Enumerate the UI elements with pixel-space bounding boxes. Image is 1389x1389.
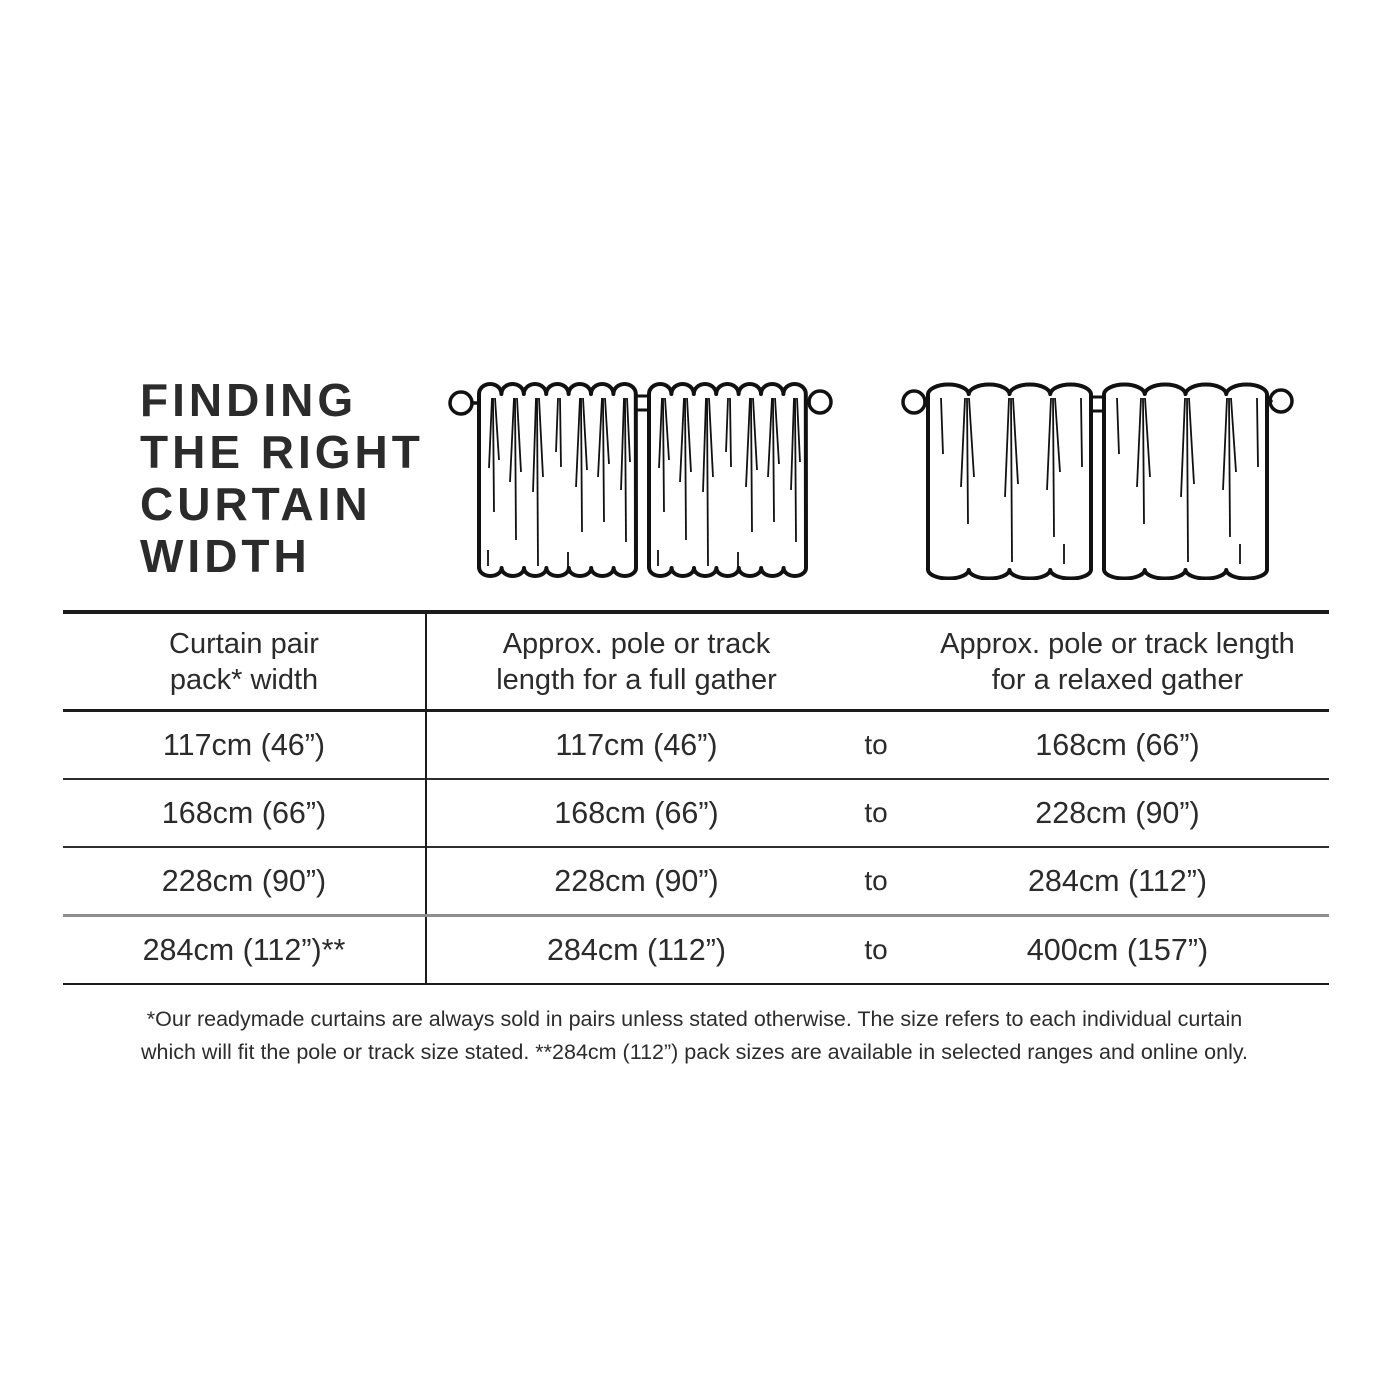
curtain-panel bbox=[928, 384, 1091, 578]
cell-full-gather: 117cm (46”) bbox=[555, 727, 718, 762]
size-table bbox=[63, 610, 1329, 985]
cell-to: to bbox=[864, 797, 888, 828]
table-row bbox=[63, 711, 1329, 780]
table-row bbox=[63, 847, 1329, 916]
curtain-rod-finial-left-icon bbox=[903, 391, 930, 413]
curtain-rod-finial-left-icon bbox=[450, 392, 479, 414]
cell-pack-width: 117cm (46”) bbox=[63, 711, 426, 780]
footnote-line: *Our readymade curtains are always sold in pairs unless stated otherwise. The size refers to each individual curtain bbox=[146, 1007, 1243, 1031]
table-row bbox=[63, 916, 1329, 985]
col-header-pack-width: Curtain pair pack* width bbox=[63, 612, 426, 711]
cell-pack-width: 228cm (90”) bbox=[63, 847, 426, 916]
cell-pack-width: 168cm (66”) bbox=[63, 779, 426, 847]
relaxed-gather-curtain-illustration bbox=[901, 372, 1295, 580]
footnote bbox=[0, 1003, 1389, 1069]
full-gather-curtain-illustration bbox=[448, 372, 834, 580]
col-header-spacer bbox=[846, 612, 906, 711]
cell-to: to bbox=[864, 865, 888, 896]
cell-full-gather: 284cm (112”) bbox=[546, 932, 727, 967]
cell-pack-width: 284cm (112”)** bbox=[63, 916, 426, 985]
table-row bbox=[63, 779, 1329, 847]
cell-relaxed-gather: 168cm (66”) bbox=[1035, 727, 1200, 762]
cell-relaxed-gather: 228cm (90”) bbox=[1035, 795, 1200, 830]
cell-relaxed-gather: 400cm (157”) bbox=[1026, 932, 1209, 967]
col-header-relaxed-gather: Approx. pole or track length for a relaxed gather bbox=[940, 627, 1295, 696]
col-header-full-gather: Approx. pole or track length for a full gather bbox=[496, 627, 777, 696]
cell-to: to bbox=[864, 729, 888, 760]
curtain-rod-finial-right-icon bbox=[1267, 390, 1292, 412]
page-title: FINDING THE RIGHT CURTAIN WIDTH bbox=[140, 374, 424, 582]
table-header-row bbox=[63, 612, 1329, 711]
cell-relaxed-gather: 284cm (112”) bbox=[1027, 863, 1208, 898]
cell-full-gather: 228cm (90”) bbox=[554, 863, 719, 898]
curtain-panel bbox=[479, 384, 636, 576]
cell-to: to bbox=[864, 934, 888, 965]
footnote-line: which will fit the pole or track size stated. **284cm (112”) pack sizes are available in selected ranges and online only. bbox=[140, 1040, 1249, 1064]
cell-full-gather: 168cm (66”) bbox=[554, 795, 719, 830]
